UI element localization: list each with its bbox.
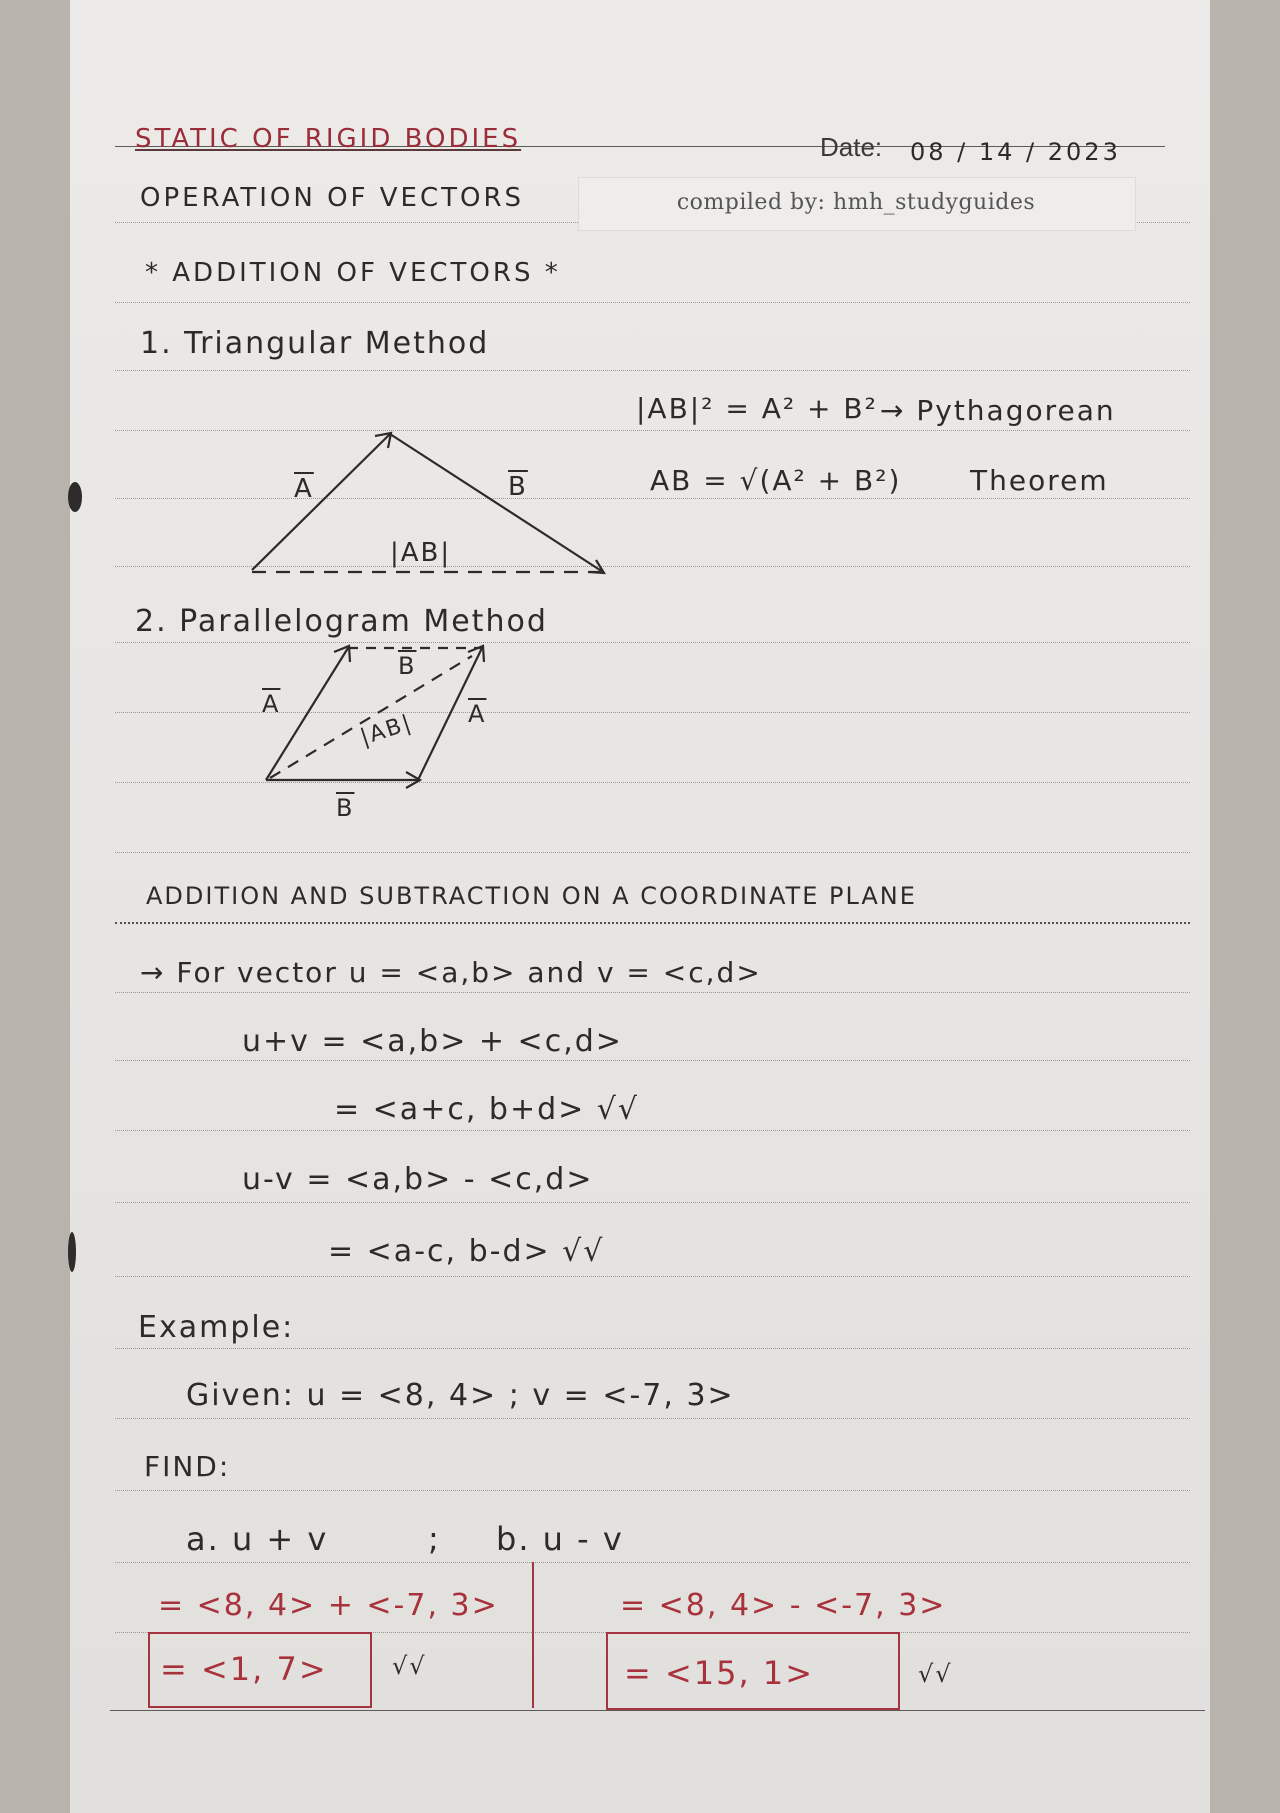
answer-a-check: √√ <box>392 1652 427 1680</box>
diff-formula-1: u-v = <a,b> - <c,d> <box>242 1162 594 1197</box>
date-value: 08 / 14 / 2023 <box>910 138 1121 166</box>
ruled-line <box>115 992 1190 993</box>
divider-line <box>532 1562 534 1708</box>
part-a-work: = <8, 4> + <-7, 3> <box>158 1588 499 1623</box>
binder-hole <box>68 482 82 512</box>
parallelogram-resultant-label: |AB| <box>357 710 416 751</box>
given-values: Given: u = <8, 4> ; v = <-7, 3> <box>186 1378 735 1413</box>
credit-text: compiled by: hmh_studyguides <box>676 190 1036 215</box>
parallelogram-label-b-top: $\overline{B}$ <box>398 652 417 680</box>
ruled-line <box>115 498 1190 499</box>
binder-hole <box>68 1232 76 1272</box>
coordinate-heading: ADDITION AND SUBTRACTION ON A COORDINATE PLANE <box>146 882 917 910</box>
answer-b: = <15, 1> <box>624 1654 815 1692</box>
ruled-line <box>115 430 1190 431</box>
parallelogram-method-title: 2. Parallelogram Method <box>135 604 548 639</box>
ruled-line <box>115 1130 1190 1131</box>
part-b-work: = <8, 4> - <-7, 3> <box>620 1588 947 1623</box>
bottom-rule <box>110 1710 1205 1711</box>
ruled-line <box>115 642 1190 643</box>
ruled-line <box>115 782 1190 783</box>
ruled-line <box>115 1562 1190 1563</box>
ruled-line <box>115 566 1190 567</box>
parallelogram-label-a-left: $\overline{A}$ <box>262 690 281 718</box>
sum-formula-2: = <a+c, b+d> √√ <box>334 1092 640 1127</box>
ruled-line <box>115 1490 1190 1491</box>
answer-a: = <1, 7> <box>160 1650 328 1688</box>
ruled-line <box>115 370 1190 371</box>
date-label: Date: <box>820 132 883 162</box>
ruled-line <box>115 1060 1190 1061</box>
ruled-line <box>115 1348 1190 1349</box>
theorem-note: Theorem <box>970 464 1109 497</box>
pythagorean-formula: |AB|² = A² + B² <box>636 392 878 425</box>
triangle-label-b: $\overline{B}$ <box>508 472 528 502</box>
part-a-label: a. u + v <box>186 1520 329 1558</box>
topic-title: OPERATION OF VECTORS <box>140 183 525 213</box>
find-label: FIND: <box>144 1450 231 1483</box>
ruled-line <box>115 922 1190 924</box>
diff-formula-2: = <a-c, b-d> √√ <box>328 1234 605 1269</box>
triangle-label-a: $\overline{A}$ <box>294 474 314 504</box>
part-separator: ; <box>428 1520 441 1558</box>
ruled-line <box>115 302 1190 303</box>
parallelogram-label-b-bottom: $\overline{B}$ <box>336 794 355 822</box>
ruled-line <box>115 1276 1190 1277</box>
vector-definition: → For vector u = <a,b> and v = <c,d> <box>140 956 762 989</box>
parallelogram-label-a-right: $\overline{A}$ <box>468 700 487 728</box>
ruled-line <box>115 1202 1190 1203</box>
ruled-line <box>115 852 1190 853</box>
pythagorean-note: → Pythagorean <box>880 394 1116 427</box>
course-title: STATIC OF RIGID BODIES <box>135 124 522 154</box>
triangular-method-title: 1. Triangular Method <box>140 326 490 361</box>
magnitude-formula: AB = √(A² + B²) <box>650 464 902 497</box>
example-label: Example: <box>138 1310 295 1345</box>
sum-formula-1: u+v = <a,b> + <c,d> <box>242 1024 623 1059</box>
part-b-label: b. u - v <box>496 1520 624 1558</box>
addition-heading: * ADDITION OF VECTORS * <box>145 258 561 288</box>
triangle-resultant-label: |AB| <box>390 538 452 568</box>
answer-b-check: √√ <box>918 1660 953 1688</box>
ruled-line <box>115 1418 1190 1419</box>
